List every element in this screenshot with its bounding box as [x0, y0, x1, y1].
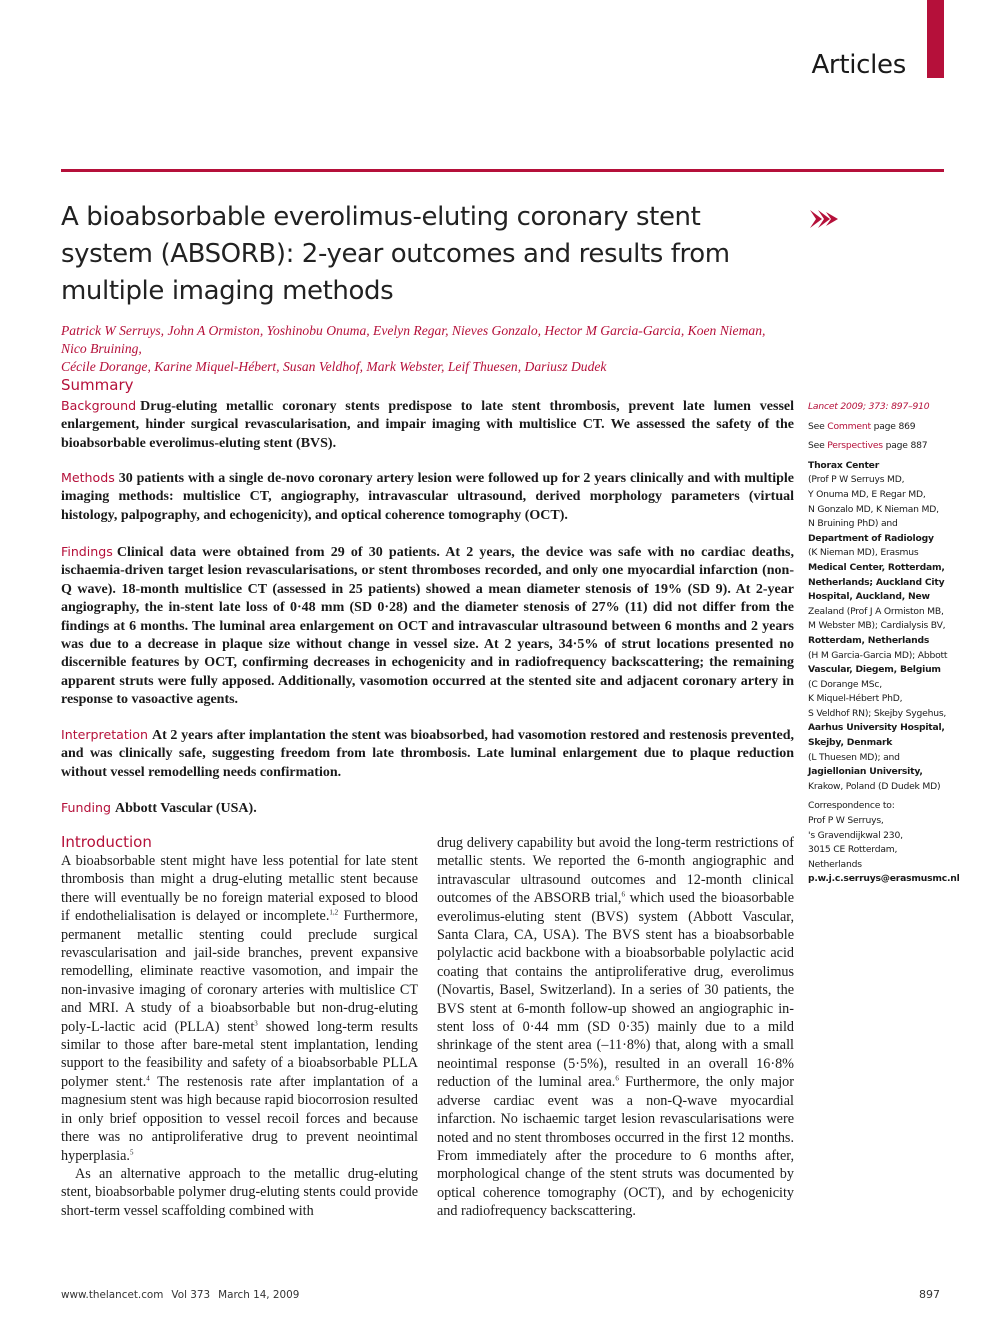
- affiliation-line: Rotterdam, Netherlands: [808, 634, 930, 646]
- section-label: Articles: [811, 50, 906, 80]
- abstract-label: Methods: [61, 470, 115, 485]
- affiliation-line: Jagiellonian University,: [808, 766, 923, 778]
- volume: Vol 373: [171, 1289, 211, 1301]
- issue-date: March 14, 2009: [218, 1289, 300, 1301]
- affiliation-line: Netherlands; Auckland City: [808, 576, 945, 588]
- affiliation-line: Vascular, Diegem, Belgium: [808, 664, 941, 676]
- affiliation-line: Krakow, Poland (D Dudek MD): [808, 780, 941, 792]
- see-comment-ref: See Comment page 869: [808, 420, 916, 432]
- affiliation-line: (H M Garcia-Garcia MD); Abbott: [808, 649, 948, 661]
- body-column-right: [437, 834, 794, 1221]
- correspondence: Correspondence to: Prof P W Serruys, 's Gravendijkwal 230, 3015 CE Rotterdam, Netherlands p.w.j.c.serruys@erasmusmc.nl: [808, 799, 948, 887]
- affiliation-line: Aarhus University Hospital,: [808, 722, 945, 734]
- affiliation-line: S Veldhof RN); Skejby Sygehus,: [808, 707, 947, 719]
- affiliation-line: Zealand (Prof J A Ormiston MB,: [808, 605, 944, 617]
- abstract-interpretation: [61, 726, 794, 782]
- abstract-text: Clinical data were obtained from 29 of 30 patients. At 2 years, the device was safe with no cardiac deaths, ischaemia-driven target lesion revascularisations, or stent thromboses recorded, and only one myocardial infarction (non-Q wave). 18-month multislice CT (assessed in 25 patients) showed a mean diameter stenosis of 19% (SD 9). At 2-year angiography, the in-stent late loss of 0·48 mm (SD 0·28) and the diameter stenosis of 27% (11) did not differ from the findings at 6 months. The luminal area enlargement on OCT and intravascular ultrasound between 6 months and 2 years was due to a decrease in plaque size without change in vessel size. At 2 years, 34·5% of strut locations presented no discernible features by OCT, confirming decreases in echogenicity and in radiofrequency backscattering; the remaining apparent struts were fully apposed. Additionally, vasomotion occurred at the stented site and adjacent coronary artery in response to vasoactive agents.: [61, 545, 794, 708]
- affiliation-line: (Prof P W Serruys MD,: [808, 474, 905, 486]
- abstract-funding: [61, 799, 794, 818]
- affiliation-line: Department of Radiology: [808, 532, 934, 544]
- abstract-label: Background: [61, 398, 137, 413]
- body-column-left: [61, 852, 418, 1220]
- introduction-heading: Introduction: [61, 833, 152, 851]
- summary-heading: Summary: [61, 376, 134, 394]
- author-line: Cécile Dorange, Karine Miquel-Hébert, Susan Veldhof, Mark Webster, Leif Thuesen, Dariusz Dudek: [61, 359, 607, 374]
- accent-bar: [927, 0, 944, 78]
- affiliation-line: (L Thuesen MD); and: [808, 751, 900, 763]
- author-list: [61, 322, 781, 376]
- citation: Lancet 2009; 373: 897–910: [808, 401, 930, 412]
- affiliation-line: (K Nieman MD), Erasmus: [808, 547, 919, 559]
- affiliations: [808, 459, 948, 795]
- affiliation-line: (C Dorange MSc,: [808, 678, 882, 690]
- abstract-findings: [61, 543, 794, 710]
- affiliation-line: N Bruining PhD) and: [808, 518, 898, 530]
- article-title: A bioabsorbable everolimus-eluting coronary stent system (ABSORB): 2-year outcomes and results from multiple imaging methods: [61, 202, 730, 306]
- abstract-label: Findings: [61, 544, 113, 559]
- page-number: 897: [919, 1288, 940, 1301]
- page-footer: [61, 1289, 299, 1301]
- abstract-methods: [61, 469, 794, 525]
- article-sidebar: [808, 400, 960, 887]
- abstract-text: 30 patients with a single de-novo coronary artery lesion were followed up for 2 years clinically and with multiple imaging methods: multislice CT, angiography, intravascular ultrasound, derived morphology parameters (virtual histology, palpography, and echogenicity), and optical coherence tomography (OCT).: [61, 471, 794, 523]
- see-perspectives-ref: See Perspectives page 887: [808, 440, 928, 452]
- paragraph: As an alternative approach to the metallic drug-eluting stent, bioabsorbable polymer drug-eluting stents could provide short-term vessel scaffolding combined with: [61, 1165, 418, 1219]
- perspectives-link[interactable]: Perspectives: [827, 440, 883, 452]
- affiliation-line: Thorax Center: [808, 459, 880, 471]
- affiliation-line: Hospital, Auckland, New: [808, 591, 930, 603]
- header-rule: [61, 169, 944, 172]
- fast-track-arrow-icon: [808, 206, 840, 232]
- affiliation-line: K Miquel-Hébert PhD,: [808, 693, 903, 705]
- abstract-text: Abbott Vascular (USA).: [115, 801, 257, 816]
- affiliation-line: Y Onuma MD, E Regar MD,: [808, 488, 926, 500]
- paragraph: drug delivery capability but avoid the long-term restrictions of metallic stents. We reported the 6-month angiographic and intravascular ultrasound outcomes and 12-month clinical outcomes of the ABSORB trial,$^6$ which used the bioasorbable everolimus-eluting stent (BVS) system (Abbott Vascular, Santa Clara, CA, USA). The BVS stent has a bioabsorbable polylactic acid backbone with a bioabsorbable polylactic acid coating that contains the antiproliferative drug, everolimus (Novartis, Basel, Switzerland). In a series of 30 patients, the BVS stent at 6-month follow-up showed an angiographic in-stent loss of 0·44 mm (SD 0·35) mainly due to a mild shrinkage of the stent area (–11·8%) that, along with a small neointimal response (5·5%), resulted in an overall 16·8% reduction of the luminal area.$^6$ Furthermore, the only major adverse cardiac event was a non-Q-wave myocardial infarction. No ischaemic target lesion revascularisations were noted and no stent thromboses occurred in the first 12 months. From immediately after the procedure to 6 months after, morphological change of the stent struts was documented by optical coherence tomography (OCT), and by echogenicity and radiofrequency backscattering.: [437, 835, 794, 1220]
- abstract-background: [61, 397, 794, 453]
- email-link[interactable]: p.w.j.c.serruys@erasmusmc.nl: [808, 873, 960, 885]
- affiliation-line: N Gonzalo MD, K Nieman MD,: [808, 503, 939, 515]
- abstract-text: At 2 years after implantation the stent was bioabsorbed, had vasomotion restored and restenosis prevented, and was clinically safe, suggesting freedom from late thrombosis. Late luminal enlargement due to plaque reduction without vessel remodelling needs confirmation.: [61, 728, 794, 780]
- author-line: Patrick W Serruys, John A Ormiston, Yoshinobu Onuma, Evelyn Regar, Nieves Gonzalo, Hector M Garcia-Garcia, Koen Nieman, Nico Bruining,: [61, 323, 766, 356]
- comment-link[interactable]: Comment: [827, 420, 871, 432]
- affiliation-line: Medical Center, Rotterdam,: [808, 561, 945, 573]
- paragraph: A bioabsorbable stent might have less potential for late stent thrombosis than might a drug-eluting metallic stent because there will eventually be no foreign material exposed to blood if endothelialisation is delayed or incomplete.$^{1,2}$ Furthermore, permanent metallic stenting could preclude surgical revascularisation and jail-side branches, prevent expansive remodelling, eliminate reactive vasomotion, and impair the non-invasive imaging of coronary arteries with multislice CT and MRI. A study of a bioabsorbable but non-drug-eluting poly-L-lactic acid (PLLA) stent$^3$ showed long-term results similar to those after bare-metal stent implantation, lending support to the feasibility and safety of a bioabsorbable PLLA polymer stent.$^4$ The restenosis rate after implantation of a magnesium stent was high because rapid biocorrosion resulted in only brief opposition to vessel recoil forces and because there was no antiproliferative drug to prevent neointimal hyperplasia.$^5$: [61, 853, 418, 1164]
- abstract-label: Funding: [61, 800, 111, 815]
- affiliation-line: Skejby, Denmark: [808, 737, 893, 749]
- abstract-label: Interpretation: [61, 727, 148, 742]
- affiliation-line: M Webster MB); Cardialysis BV,: [808, 620, 946, 632]
- journal-website[interactable]: www.thelancet.com: [61, 1289, 164, 1301]
- abstract-text: Drug-eluting metallic coronary stents predispose to late stent thrombosis, prevent late lumen vessel enlargement, hinder surgical revascularisation, and impair imaging with multislice CT. We assessed the safety of the bioabsorbable everolimus-eluting stent (BVS).: [61, 399, 794, 451]
